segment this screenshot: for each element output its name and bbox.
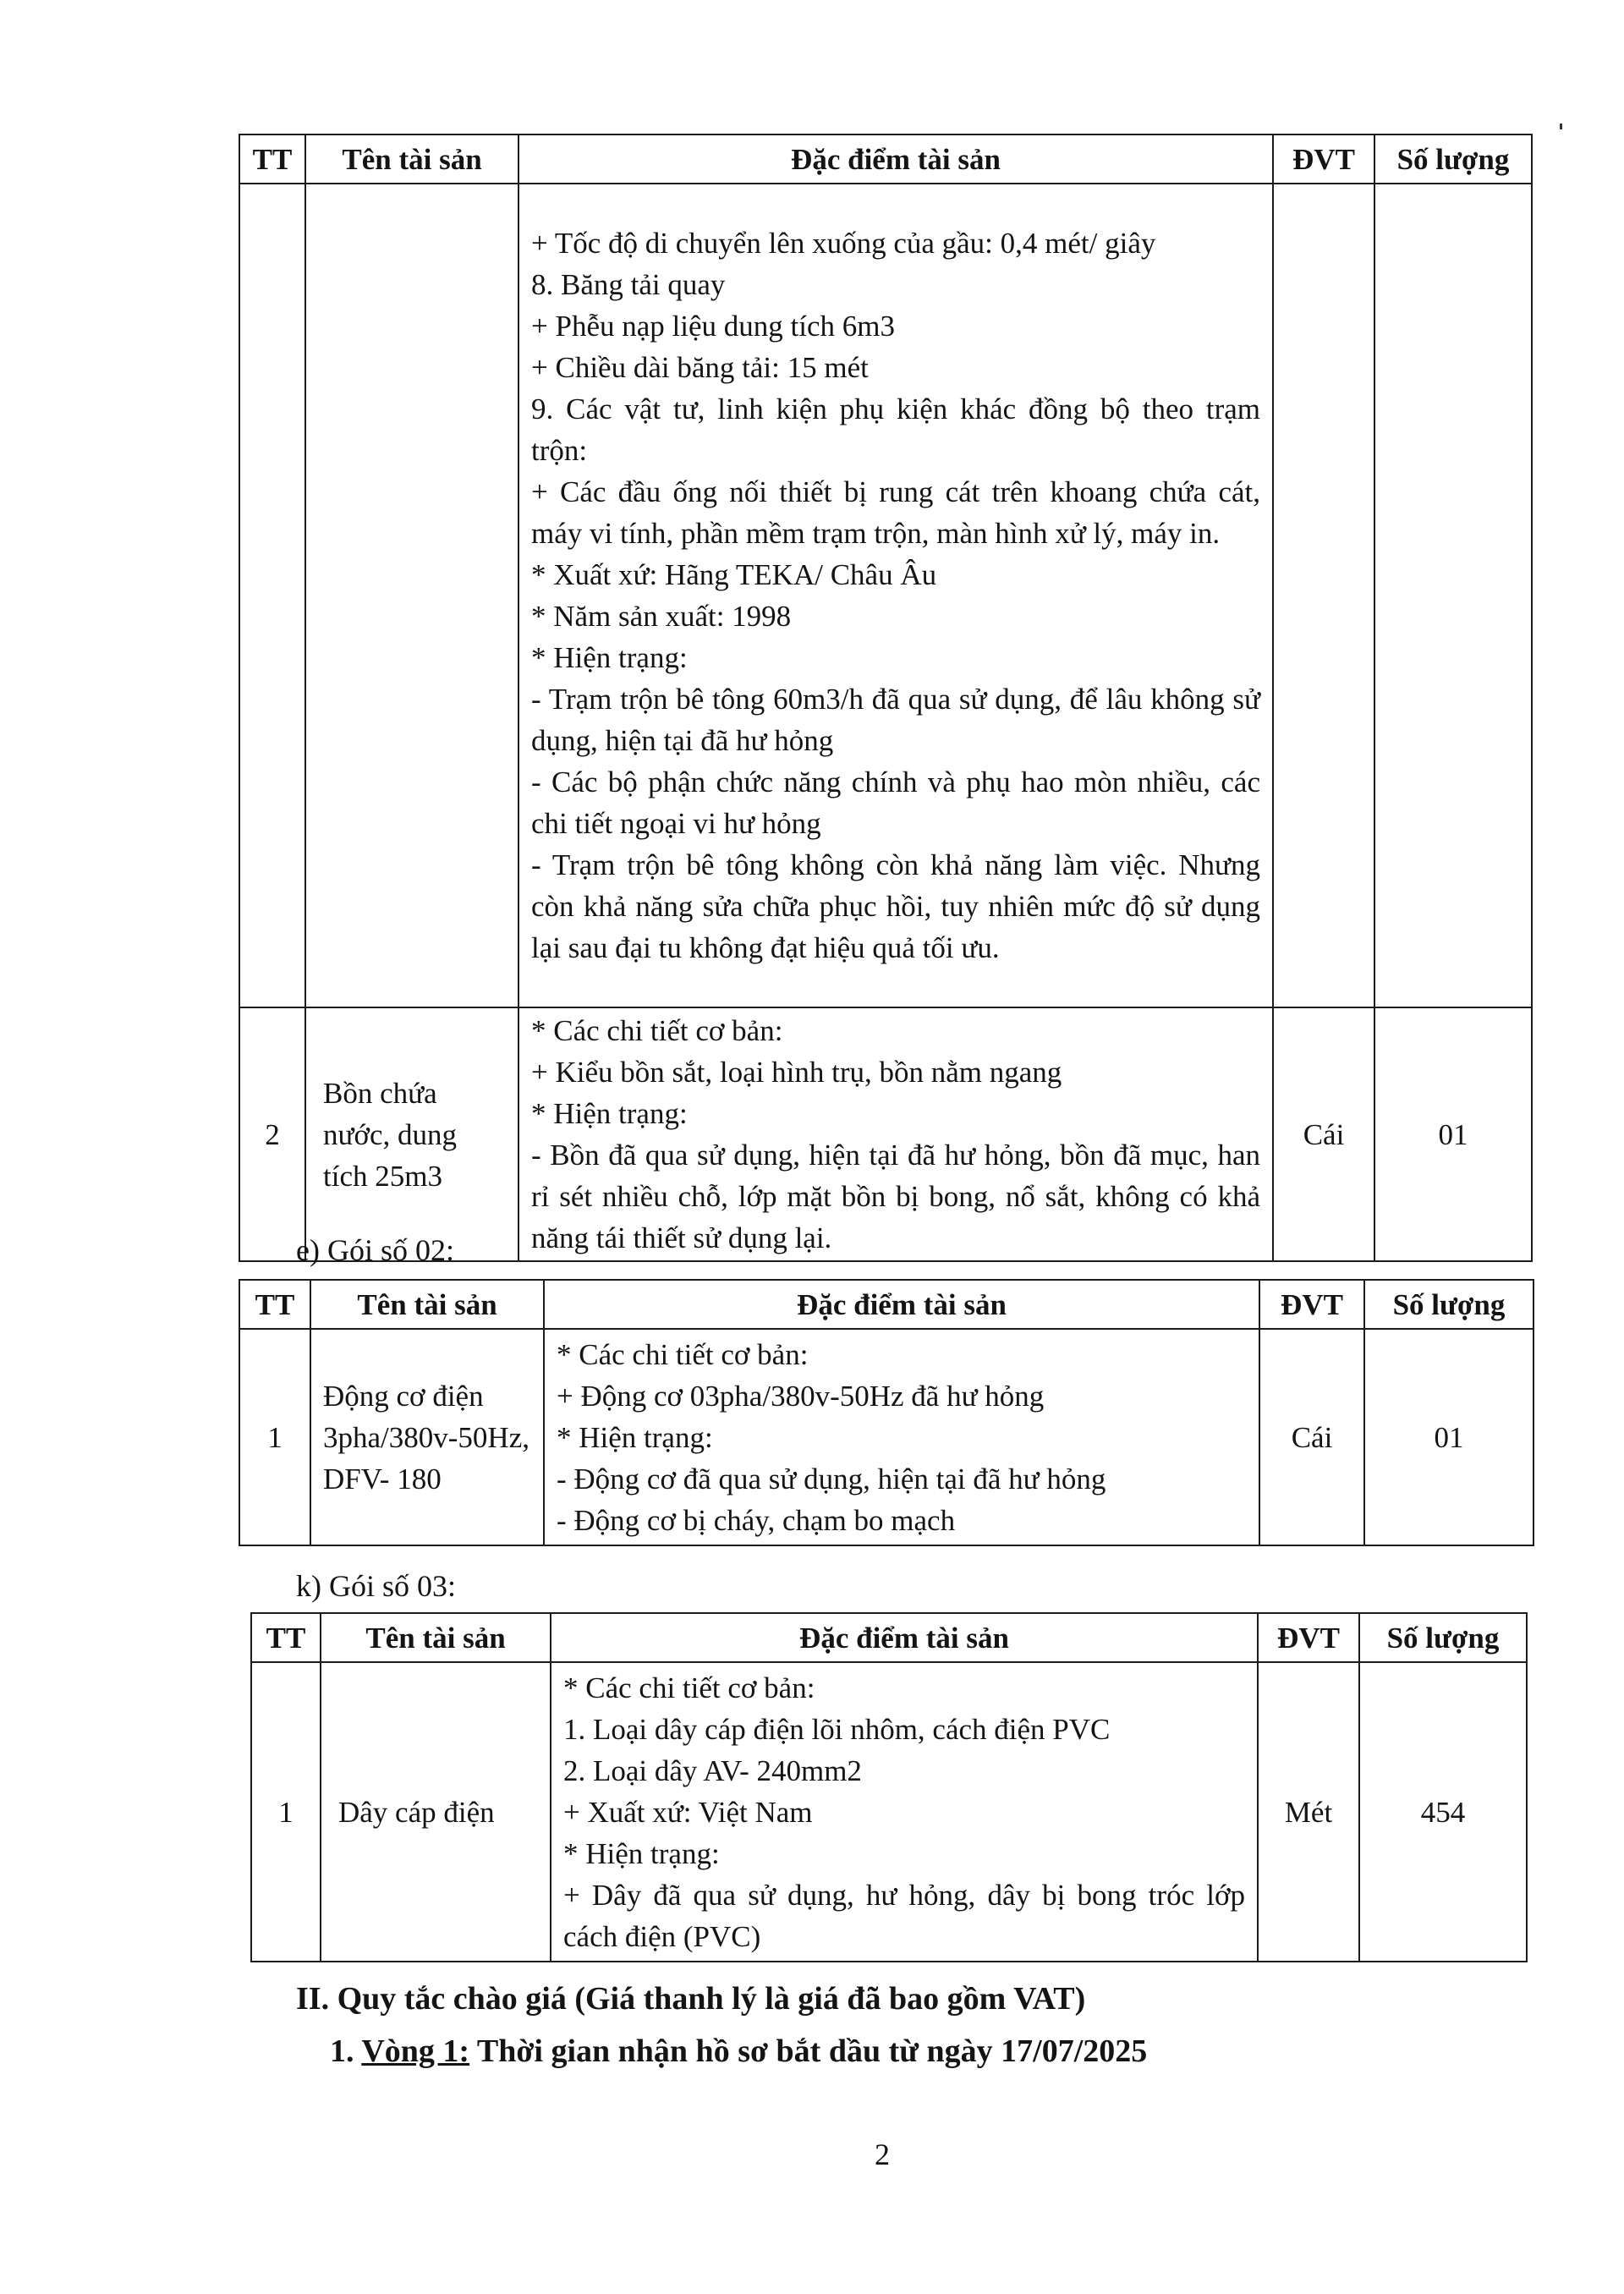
desc-line: - Các bộ phận chức năng chính và phụ hao mòn nhiều, các chi tiết ngoại vi hư hỏng xyxy=(531,766,1260,840)
desc-line: + Kiểu bồn sắt, loại hình trụ, bồn nằm ngang xyxy=(531,1056,1062,1089)
header-unit: ĐVT xyxy=(1273,134,1374,184)
asset-table-2 xyxy=(239,1279,1534,1546)
asset-table-3 xyxy=(250,1612,1528,1962)
header-tt: TT xyxy=(239,134,305,184)
cell-asset-name: Dây cáp điện xyxy=(321,1662,551,1962)
desc-line: * Các chi tiết cơ bản: xyxy=(557,1337,809,1371)
desc-line: * Hiện trạng: xyxy=(531,641,688,674)
cell-tt xyxy=(239,184,305,1007)
desc-line: + Phễu nạp liệu dung tích 6m3 xyxy=(531,310,895,343)
table-row xyxy=(239,184,1532,1007)
header-asset-name: Tên tài sản xyxy=(321,1613,551,1662)
page-number: 2 xyxy=(875,2138,890,2171)
table-row xyxy=(239,1007,1532,1261)
desc-line: - Trạm trộn bê tông không còn khả năng làm việc. Nhưng còn khả năng sửa chữa phục hồi, tuy nhiên mức độ sử dụng lại sau đại tu không đạt hiệu quả tối ưu. xyxy=(531,848,1260,964)
table-header-row xyxy=(239,1280,1533,1329)
desc-line: 1. Loại dây cáp điện lõi nhôm, cách điện PVC xyxy=(563,1712,1111,1746)
desc-line: 2. Loại dây AV- 240mm2 xyxy=(563,1753,862,1787)
header-quantity: Số lượng xyxy=(1364,1280,1533,1329)
table-row xyxy=(239,1329,1533,1545)
scan-speck xyxy=(1560,123,1562,129)
desc-line: + Động cơ 03pha/380v-50Hz đã hư hỏng xyxy=(557,1379,1045,1413)
cell-description xyxy=(518,184,1273,1007)
cell-asset-name xyxy=(305,184,518,1007)
header-tt: TT xyxy=(239,1280,310,1329)
cell-unit: Cái xyxy=(1259,1329,1364,1545)
cell-unit: Mét xyxy=(1258,1662,1359,1962)
round-1-label: Vòng 1: xyxy=(361,2033,470,2069)
table-row xyxy=(251,1662,1527,1962)
header-asset-name: Tên tài sản xyxy=(310,1280,544,1329)
cell-tt: 2 xyxy=(239,1007,305,1261)
cell-tt: 1 xyxy=(239,1329,310,1545)
desc-line: + Các đầu ống nối thiết bị rung cát trên khoang chứa cát, máy vi tính, phần mềm trạm trộn, màn hình xử lý, máy in. xyxy=(531,475,1260,550)
header-asset-description: Đặc điểm tài sản xyxy=(551,1613,1258,1662)
cell-description xyxy=(544,1329,1259,1545)
header-unit: ĐVT xyxy=(1258,1613,1359,1662)
table-header-row xyxy=(251,1613,1527,1662)
desc-line: + Xuất xứ: Việt Nam xyxy=(563,1795,813,1829)
desc-line: - Động cơ đã qua sử dụng, hiện tại đã hư hỏng xyxy=(557,1462,1106,1495)
header-asset-description: Đặc điểm tài sản xyxy=(518,134,1273,184)
header-tt: TT xyxy=(251,1613,321,1662)
desc-line: * Năm sản xuất: 1998 xyxy=(531,600,792,633)
section-2-heading: II. Quy tắc chào giá (Giá thanh lý là giá đã bao gồm VAT) xyxy=(296,1981,1086,2017)
cell-quantity xyxy=(1374,184,1532,1007)
desc-line: * Hiện trạng: xyxy=(557,1420,713,1454)
header-asset-description: Đặc điểm tài sản xyxy=(544,1280,1259,1329)
package-2-label: e) Gói số 02: xyxy=(296,1233,454,1267)
table-header-row xyxy=(239,134,1532,184)
cell-asset-name: Động cơ điện 3pha/380v-50Hz, DFV- 180 xyxy=(310,1329,544,1545)
cell-quantity: 01 xyxy=(1364,1329,1533,1545)
cell-tt: 1 xyxy=(251,1662,321,1962)
desc-line: - Bồn đã qua sử dụng, hiện tại đã hư hỏng, bồn đã mục, han rỉ sét nhiều chỗ, lớp mặt bồn bị bong, nổ sắt, không có khả năng tái thiết sử dụng lại. xyxy=(531,1139,1260,1254)
desc-line: * Xuất xứ: Hãng TEKA/ Châu Âu xyxy=(531,558,937,591)
desc-line: + Tốc độ di chuyển lên xuống của gầu: 0,4 mét/ giây xyxy=(531,227,1156,260)
cell-asset-name: Bồn chứa nước, dung tích 25m3 xyxy=(305,1007,518,1261)
header-unit: ĐVT xyxy=(1259,1280,1364,1329)
desc-line: + Dây đã qua sử dụng, hư hỏng, dây bị bong tróc lớp cách điện (PVC) xyxy=(563,1878,1245,1953)
desc-line: * Các chi tiết cơ bản: xyxy=(563,1671,815,1704)
cell-unit: Cái xyxy=(1273,1007,1374,1261)
header-quantity: Số lượng xyxy=(1359,1613,1527,1662)
desc-line: * Hiện trạng: xyxy=(531,1097,688,1130)
desc-line: - Động cơ bị cháy, chạm bo mạch xyxy=(557,1503,956,1537)
desc-line: 9. Các vật tư, linh kiện phụ kiện khác đồng bộ theo trạm trộn: xyxy=(531,392,1260,467)
desc-line: 8. Băng tải quay xyxy=(531,268,726,301)
cell-description xyxy=(518,1007,1273,1261)
round-1-line xyxy=(330,2030,1147,2072)
header-asset-name: Tên tài sản xyxy=(305,134,518,184)
cell-quantity: 01 xyxy=(1374,1007,1532,1261)
desc-line: * Các chi tiết cơ bản: xyxy=(531,1014,783,1047)
cell-unit xyxy=(1273,184,1374,1007)
cell-quantity: 454 xyxy=(1359,1662,1527,1962)
header-quantity: Số lượng xyxy=(1374,134,1532,184)
asset-table-1 xyxy=(239,134,1533,1262)
desc-line: - Trạm trộn bê tông 60m3/h đã qua sử dụng, để lâu không sử dụng, hiện tại đã hư hỏng xyxy=(531,683,1260,757)
cell-description xyxy=(551,1662,1258,1962)
round-1-text: Thời gian nhận hồ sơ bắt dầu từ ngày 17/07/2025 xyxy=(476,2033,1148,2069)
desc-line: * Hiện trạng: xyxy=(563,1836,720,1870)
package-3-label: k) Gói số 03: xyxy=(296,1569,456,1603)
round-1-number: 1. xyxy=(330,2033,354,2069)
desc-line: + Chiều dài băng tải: 15 mét xyxy=(531,351,869,384)
